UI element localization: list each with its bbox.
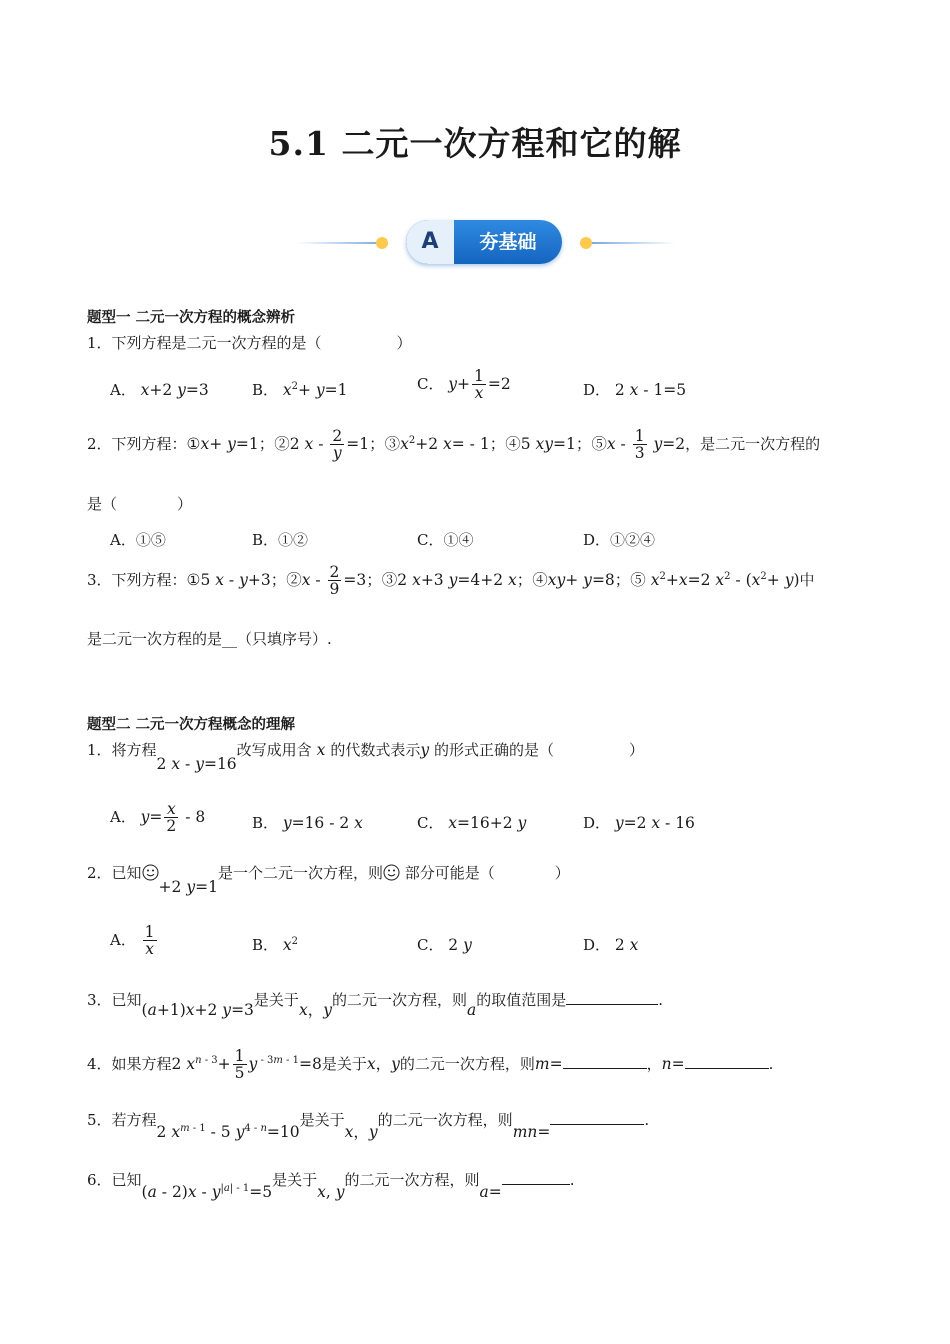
- question-stem: 2．已知+2 y=1是一个二元一次方程，则 部分可能是（ ）: [87, 864, 570, 896]
- variable: x，y: [366, 1054, 400, 1073]
- variable: a: [466, 1001, 477, 1019]
- variable: m=: [534, 1054, 563, 1073]
- banner-letter: A: [406, 220, 454, 264]
- question-stem: 3．已知(a+1)x+2 y=3是关于x，y的二元一次方程，则a的取值范围是 .: [87, 991, 664, 1019]
- option-d: [583, 934, 638, 955]
- question-stem: 2．下列方程：①x+ y=1；②2 x - $\frac{2}{y}$ =1；$③x^2+2$ x= - 1；④5 xy=1；⑤x - $\frac{1}{3}$ y=2，是二元一次方程的: [87, 427, 821, 463]
- option-label: C．: [417, 936, 444, 954]
- option-label: A．: [110, 381, 136, 399]
- option-b: [252, 812, 363, 833]
- question-stem-cont: 是二元一次方程的是__（只填序号）.: [87, 630, 332, 648]
- banner-dot-right: [580, 237, 592, 249]
- option-a: [110, 379, 209, 400]
- variable: n=: [661, 1054, 685, 1073]
- equation: y=16 - 2 x: [282, 814, 363, 832]
- equation: y= $\frac{x}{2}$ - 8: [140, 800, 206, 836]
- variable: x，y: [344, 1123, 378, 1141]
- equation: y+ $\frac{1}{x}$ =2: [448, 367, 511, 403]
- equation: $x^2+ y=1$: [282, 380, 348, 399]
- equation: 2 $x^{m - 1} - 5$ $y^{4 - n}=10$: [156, 1122, 300, 1141]
- option-b: [252, 934, 298, 955]
- answer-blank[interactable]: [566, 1004, 658, 1005]
- equation: y=2 x - 16: [614, 814, 695, 832]
- banner-line-right: [592, 242, 676, 244]
- option-a: [110, 924, 159, 958]
- option-d: [583, 379, 686, 400]
- equation: x+2 y=3: [140, 381, 209, 399]
- question-stem: 6．已知$(a - 2)x - y^{|a| - 1}=5$是关于x, y的二元一次方程，则a=.: [87, 1171, 575, 1201]
- equation: 2 x: [614, 936, 639, 954]
- option-c: [417, 812, 526, 833]
- option-label: D．: [583, 381, 611, 399]
- question-stem: 3．下列方程：①5 x - y+3；②x - $\frac{2}{9}$ =3；③2 x+3 y=4+2 x；④xy+ y=8；⑤ $x^2+x=2$ $x^2 - (x^2+ y)$中: [87, 563, 815, 599]
- option-label: D．: [583, 936, 611, 954]
- option-a: [110, 801, 205, 835]
- section-banner: [296, 218, 676, 266]
- option-label: B．: [252, 814, 279, 832]
- option-a: A．①⑤: [110, 531, 166, 549]
- answer-blank-n[interactable]: [685, 1068, 769, 1069]
- option-d: D．①②④: [583, 531, 656, 549]
- smiley-icon: [383, 864, 400, 885]
- equation: 2 x - y=16: [156, 755, 237, 773]
- option-d: [583, 812, 695, 833]
- answer-blank[interactable]: [550, 1124, 644, 1125]
- equation: (a+1)x+2 y=3: [141, 1001, 254, 1019]
- banner-pill: [406, 220, 562, 264]
- banner-line-left: [296, 242, 382, 244]
- equation: 2 x - 1=5: [614, 381, 687, 399]
- variable: x, y: [317, 1183, 345, 1201]
- equation: 2 y: [448, 936, 472, 954]
- option-label: C．: [417, 374, 444, 393]
- banner-text: 夯基础: [479, 231, 537, 253]
- variable: a=: [479, 1183, 502, 1201]
- banner-dot-left: [376, 237, 388, 249]
- equation: $x^2$: [282, 935, 298, 954]
- smiley-icon: [142, 864, 159, 885]
- section-heading: 题型二 二元一次方程概念的理解: [87, 717, 296, 733]
- equation: 2 $x^{n - 3}+$ $\frac{1}{5}$ y $^{- 3m - 1}$=8: [171, 1047, 322, 1083]
- equation: $\frac{1}{x}$: [144, 923, 155, 959]
- variable: x: [316, 741, 326, 759]
- equation: $(a - 2)x - y^{|a| - 1}=5$: [141, 1182, 273, 1201]
- option-b: [252, 379, 347, 400]
- variable: mn=: [512, 1123, 551, 1141]
- equation-list: ①x+ y=1；②2 x - $\frac{2}{y}$ =1；$③x^2+2$ x= - 1；④5 xy=1；⑤x - $\frac{1}{3}$ y=2: [186, 427, 686, 463]
- option-c: C．①④: [417, 531, 474, 549]
- option-label: D．: [583, 814, 611, 832]
- answer-blank-m[interactable]: [563, 1068, 647, 1069]
- question-stem: 1．将方程2 x - y=16改写成用含 x 的代数式表示y 的形式正确的是（ ）: [87, 741, 645, 773]
- option-label: B．: [252, 381, 279, 399]
- option-label: A．: [110, 807, 136, 826]
- question-stem-cont: 是（ ）: [87, 495, 193, 513]
- option-b: B．①②: [252, 531, 309, 549]
- equation-list: ①5 x - y+3；②x - $\frac{2}{9}$ =3；③2 x+3 y=4+2 x；④xy+ y=8；⑤ $x^2+x=2$ $x^2 - (x^2+ y)$: [186, 563, 800, 599]
- question-stem: 5．若方程2 $x^{m - 1} - 5$ $y^{4 - n}=10$是关于x，y的二元一次方程，则mn=.: [87, 1111, 650, 1141]
- equation: +2 y=1: [158, 878, 218, 896]
- answer-blank[interactable]: [502, 1184, 570, 1185]
- variable: x，y: [298, 1001, 332, 1019]
- section-heading: 题型一 二元一次方程的概念辨析: [87, 310, 296, 326]
- option-label: B．: [252, 936, 279, 954]
- question-stem: 4．如果方程2 $x^{n - 3}+$ $\frac{1}{5}$ y $^{- 3m - 1}$=8是关于x，y的二元一次方程，则m= ，n= .: [87, 1047, 774, 1083]
- equation: x=16+2 y: [448, 814, 527, 832]
- page-title: 5.1 二元一次方程和它的解: [268, 124, 682, 163]
- option-c: [417, 934, 472, 955]
- option-label: A．: [110, 930, 136, 949]
- option-c: [417, 368, 511, 402]
- option-label: C．: [417, 814, 444, 832]
- variable: y: [420, 741, 430, 759]
- question-stem: 1．下列方程是二元一次方程的是（ ）: [87, 334, 412, 352]
